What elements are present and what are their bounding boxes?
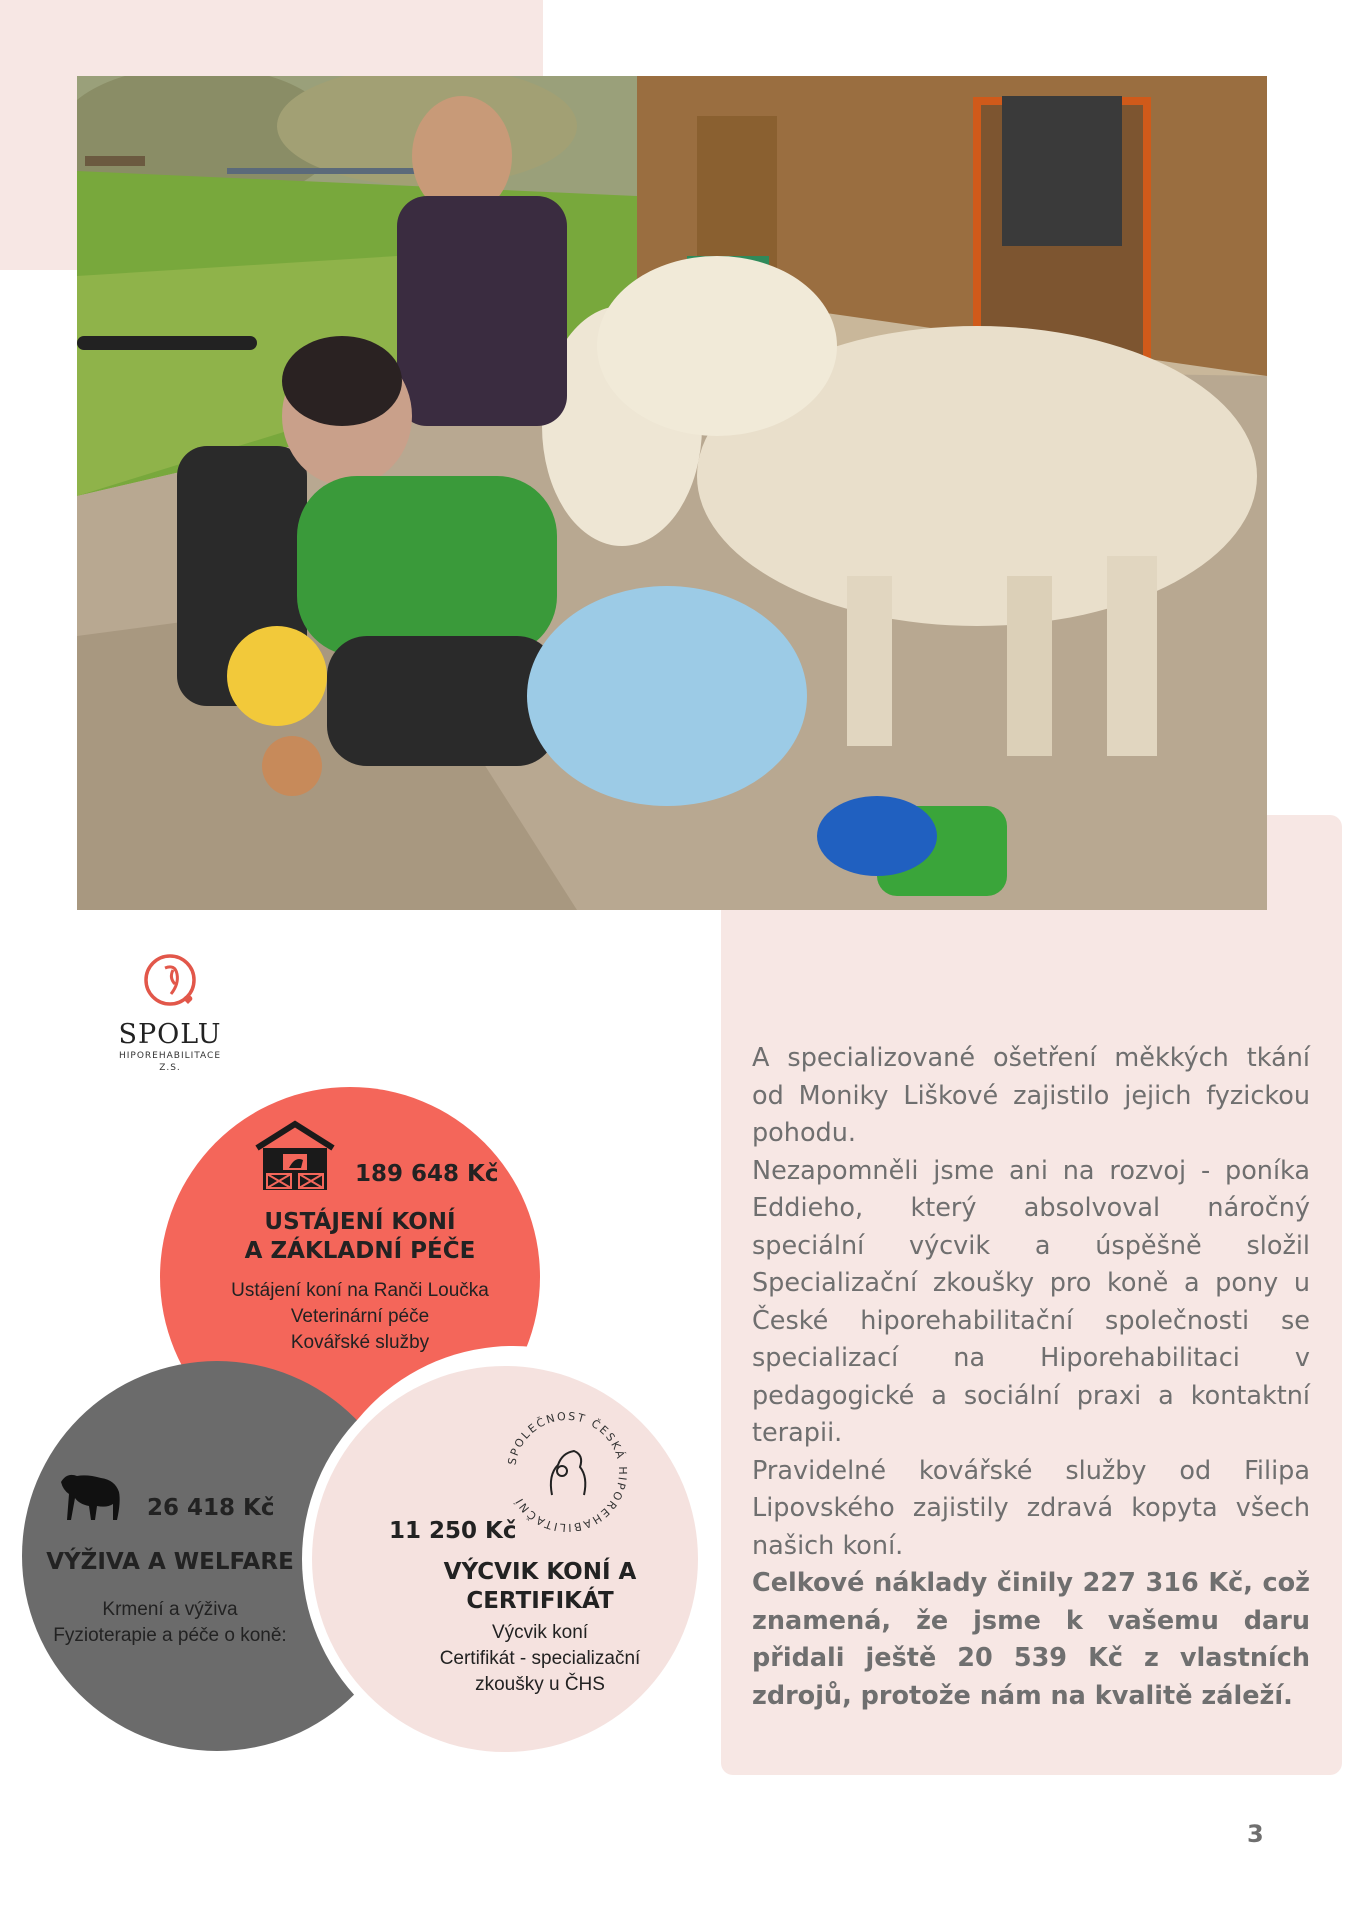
- chs-seal-icon: [500, 1405, 634, 1539]
- horse-silhouette-icon: [57, 1470, 125, 1524]
- spolu-logo: [110, 948, 230, 1078]
- body-paragraph: Pravidelné kovářské služby od Filipa Lipovského zajistily zdravá kopyta všech našich koní.: [752, 1455, 1310, 1561]
- list-item: Kovářské služby: [290, 1332, 430, 1353]
- photo-pony-therapy: [77, 76, 1267, 910]
- horse-heart-logo-icon: [135, 948, 205, 1018]
- logo-subtitle: HIPOREHABILITACE: [118, 1051, 222, 1061]
- training-title-line: VÝCVIK KONÍ A: [443, 1559, 637, 1585]
- page-number: 3: [1247, 1820, 1264, 1848]
- stable-amount: 189 648 Kč: [355, 1161, 499, 1187]
- list-item: Fyzioterapie a péče o koně:: [53, 1625, 287, 1646]
- list-item: Certifikát - specializační: [439, 1648, 641, 1669]
- list-item: zkoušky u ČHS: [475, 1674, 605, 1695]
- cost-summary: Celkové náklady činily 227 316 Kč, což znamená, že jsme k vašemu daru přidali ještě 20 539 Kč z vlastních zdrojů, protože nám na kvalitě záleží.: [752, 1568, 1310, 1711]
- stable-title-line: USTÁJENÍ KONÍ: [264, 1209, 456, 1235]
- list-item: Výcvik koní: [491, 1622, 589, 1643]
- stable-items: [190, 1278, 530, 1356]
- body-paragraph: Nezapomněli jsme ani na rozvoj - poníka Eddieho, který absolvoval náročný speciální výcvik a úspěšně složil Specializační zkoušky pro koně a pony u České hiporehabilitační společnosti se specializací na Hiporehabilitaci v pedagogické a sociální praxi a kontaktní terapii.: [752, 1155, 1310, 1448]
- stable-title: [190, 1208, 530, 1266]
- nutrition-title: VÝŽIVA A WELFARE: [46, 1549, 294, 1575]
- list-item: Veterinární péče: [290, 1306, 430, 1327]
- logo-legal-form: Z.S.: [159, 1063, 181, 1073]
- list-item: Ustájení koní na Ranči Loučka: [231, 1280, 489, 1301]
- body-text: [752, 1040, 1310, 1565]
- training-title-line: CERTIFIKÁT: [466, 1588, 614, 1614]
- training-amount: 11 250 Kč: [389, 1518, 517, 1544]
- nutrition-items: [20, 1597, 320, 1649]
- stable-barn-icon: [253, 1120, 337, 1192]
- list-item: Krmení a výživa: [102, 1599, 238, 1620]
- logo-name: SPOLU: [118, 1019, 222, 1050]
- stable-title-line: A ZÁKLADNÍ PÉČE: [244, 1238, 476, 1264]
- training-items: [390, 1620, 690, 1698]
- seal-text: SPOLEČNOST ČESKÁ HIPOREHABILITAČNÍ: [505, 1409, 630, 1535]
- body-paragraph: A specializované ošetření měkkých tkání od Moniky Liškové zajistilo jejich fyzickou pohodu.: [752, 1043, 1310, 1148]
- nutrition-amount: 26 418 Kč: [147, 1495, 275, 1521]
- training-title: [390, 1558, 690, 1616]
